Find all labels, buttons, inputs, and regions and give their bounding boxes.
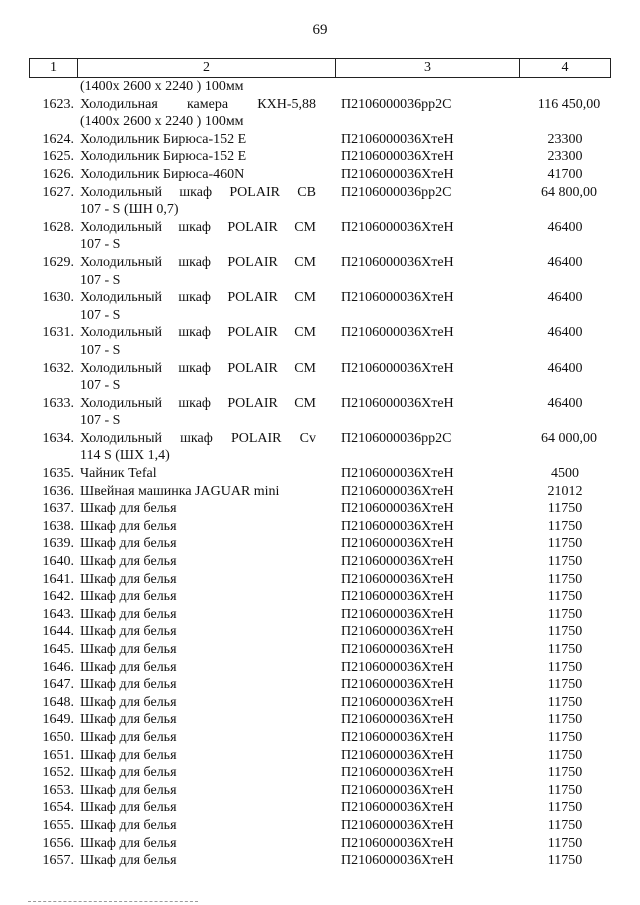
item-name [77,395,335,430]
table-row [29,430,611,465]
row-number: 1638. [42,518,74,534]
inventory-code: П2106000036ХтеН [341,624,454,640]
item-name [77,694,335,712]
inventory-code: П2106000036ХтеН [341,360,454,376]
item-value: 11750 [547,589,583,605]
item-name [77,835,335,853]
row-number: 1636. [42,483,74,499]
item-value [519,78,611,96]
inventory-code: П2106000036ХтеН [341,800,454,816]
inventory-code: П2106000036рр2С [341,184,452,200]
item-name-line: Холодильный шкаф POLAIR CM [80,254,316,270]
item-name-line: Шкаф для белья [80,501,177,517]
item-value: 11750 [547,694,583,710]
item-name [77,852,335,870]
item-value: 46400 [547,219,583,235]
row-number: 1643. [42,606,74,622]
inventory-code: П2106000036ХтеН [341,219,454,235]
inventory-code [335,78,519,96]
item-value: 11750 [547,642,583,657]
item-value: 11750 [547,659,583,675]
item-name [77,78,335,96]
table-row [29,465,611,483]
item-value: 64 000,00 [541,430,597,446]
item-name-line: (1400x 2600 x 2240 ) 100мм [80,79,244,94]
item-name-line: Шкаф для белья [80,747,177,763]
table-header [29,58,611,78]
row-number: 1632. [42,360,74,376]
item-name-line: Шкаф для белья [80,606,177,622]
item-name-line: Шкаф для белья [80,624,177,640]
item-name-line: Шкаф для белья [80,589,177,605]
row-number: 1651. [42,747,74,763]
item-name [77,324,335,359]
row-number: 1644. [42,624,74,640]
table-row [29,623,611,641]
item-name [77,764,335,782]
item-value: 11750 [547,800,583,816]
item-name-line: Холодильник Бирюса-460N [80,166,245,182]
item-name [77,729,335,747]
item-value: 11750 [547,571,583,587]
item-name-line: Холодильный шкаф POLAIR CM [80,325,316,341]
item-name-line: Шкаф для белья [80,659,177,675]
row-number: 1653. [42,782,74,798]
item-value: 11750 [547,606,583,622]
table-row [29,131,611,149]
item-name-line: Чайник Tefal [80,466,157,482]
table-row [29,588,611,606]
table-row [29,219,611,254]
inventory-table [29,58,611,870]
column-header-4: 4 [519,59,611,77]
item-name [77,553,335,571]
item-value: 116 450,00 [537,96,601,112]
item-name [77,148,335,166]
item-value: 46400 [547,395,583,411]
inventory-code: П2106000036ХтеН [341,466,454,482]
row-number: 1647. [42,677,74,693]
table-row [29,606,611,624]
item-name [77,500,335,518]
item-name-line: Холодильная камера КХН-5,88 [80,96,316,112]
item-name [77,606,335,624]
item-name [77,289,335,324]
row-number: 1633. [42,395,74,411]
row-number: 1637. [42,501,74,517]
item-name-line: Шкаф для белья [80,518,177,534]
inventory-code: П2106000036ХтеН [341,571,454,587]
item-name-line: Шкаф для белья [80,642,177,657]
table-row [29,852,611,870]
item-name-line: Шкаф для белья [80,853,177,869]
table-row [29,782,611,800]
row-number: 1627. [42,184,74,200]
column-header-3: 3 [335,59,519,77]
item-name [77,219,335,254]
table-row [29,729,611,747]
item-name [77,184,335,219]
item-name-line: Холодильный шкаф POLAIR CM [80,290,316,306]
item-value: 11750 [547,501,583,517]
table-row [29,184,611,219]
item-name [77,623,335,641]
inventory-code: П2106000036ХтеН [341,131,454,147]
row-number: 1639. [42,536,74,552]
item-value: 46400 [547,360,583,376]
table-row [29,483,611,501]
table-row [29,500,611,518]
item-value: 11750 [547,536,583,552]
table-row [29,324,611,359]
inventory-code: П2106000036ХтеН [341,694,454,710]
table-row [29,747,611,765]
row-number: 1646. [42,659,74,675]
item-value: 11750 [547,712,583,728]
item-name-line: Холодильник Бирюса-152 Е [80,149,247,165]
table-row [29,694,611,712]
item-name [77,782,335,800]
inventory-code: П2106000036ХтеН [341,853,454,869]
item-value: 11750 [547,677,583,693]
item-name-line: 107 - S [80,272,121,288]
item-value: 11750 [547,853,583,869]
item-name-line: 107 - S [80,413,121,429]
item-value: 11750 [547,817,583,833]
table-row [29,289,611,324]
table-row [29,78,611,96]
row-number: 1657. [42,853,74,869]
item-value: 11750 [547,554,583,570]
item-name-line: Холодильный шкаф POLAIR CB [80,184,316,200]
table-row [29,254,611,289]
row-number: 1629. [42,254,74,270]
item-name-line: 107 - S [80,342,121,358]
item-value: 11750 [547,747,583,763]
table-row [29,148,611,166]
item-name [77,711,335,729]
item-name-line: Швейная машинка JAGUAR mini [80,483,280,499]
table-body [29,78,611,870]
item-value: 11750 [547,729,583,745]
item-name-line: Холодильник Бирюса-152 Е [80,131,247,147]
table-row [29,659,611,677]
item-name [77,96,335,131]
row-number: 1654. [42,800,74,816]
table-row [29,518,611,536]
inventory-code: П2106000036ХтеН [341,325,454,341]
item-name-line: 114 S (ШХ 1,4) [80,448,170,464]
row-number: 1652. [42,765,74,781]
item-name [77,518,335,536]
item-name-line: Шкаф для белья [80,800,177,816]
inventory-code: П2106000036ХтеН [341,166,454,182]
row-number: 1645. [42,642,74,657]
item-name [77,747,335,765]
row-number: 1631. [42,325,74,341]
item-value: 46400 [547,290,583,306]
row-number: 1625. [42,149,74,165]
item-name [77,430,335,465]
row-number: 1656. [42,835,74,851]
item-name-line: Холодильный шкаф POLAIR CM [80,360,316,376]
table-row [29,571,611,589]
inventory-code: П2106000036ХтеН [341,149,454,165]
item-value: 23300 [547,149,583,165]
item-value: 4500 [551,466,579,482]
item-name [77,641,335,659]
item-name [77,817,335,835]
item-name-line: Шкаф для белья [80,835,177,851]
inventory-code: П2106000036ХтеН [341,290,454,306]
item-value: 46400 [547,325,583,341]
item-name [77,676,335,694]
inventory-code: П2106000036ХтеН [341,659,454,675]
table-row [29,553,611,571]
inventory-code: П2106000036ХтеН [341,817,454,833]
item-value: 64 800,00 [541,184,597,200]
row-number: 1624. [42,131,74,147]
item-name [77,588,335,606]
table-row [29,360,611,395]
column-header-2: 2 [77,59,335,77]
item-name [77,360,335,395]
item-value: 11750 [547,835,583,851]
row-number: 1641. [42,571,74,587]
item-name-line: Шкаф для белья [80,694,177,710]
inventory-code: П2106000036ХтеН [341,518,454,534]
item-value: 46400 [547,254,583,270]
item-name [77,166,335,184]
item-name [77,799,335,817]
item-name-line: Холодильный шкаф POLAIR CM [80,395,316,411]
item-value: 11750 [547,765,583,781]
item-value: 21012 [547,483,583,499]
row-number: 1623. [42,96,74,112]
item-name-line: 107 - S [80,307,121,323]
row-number: 1635. [42,466,74,482]
item-value: 23300 [547,131,583,147]
inventory-code: П2106000036ХтеН [341,782,454,798]
table-row [29,166,611,184]
item-value: 11750 [547,782,583,798]
inventory-code: П2106000036ХтеН [341,729,454,745]
item-name [77,465,335,483]
item-value: 41700 [547,166,583,182]
table-row [29,676,611,694]
row-number: 1642. [42,589,74,605]
item-name [77,535,335,553]
row-number: 1628. [42,219,74,235]
item-name-line: Шкаф для белья [80,677,177,693]
inventory-code: П2106000036ХтеН [341,254,454,270]
item-name [77,571,335,589]
row-number: 1650. [42,729,74,745]
inventory-code: П2106000036ХтеН [341,765,454,781]
inventory-code: П2106000036ХтеН [341,835,454,851]
inventory-code: П2106000036рр2С [341,430,452,446]
inventory-code: П2106000036ХтеН [341,642,454,657]
column-header-1: 1 [29,59,77,77]
item-name-line: Шкаф для белья [80,554,177,570]
inventory-code: П2106000036ХтеН [341,589,454,605]
table-row [29,799,611,817]
item-name-line: Шкаф для белья [80,817,177,833]
page-number: 69 [312,22,328,38]
inventory-code: П2106000036ХтеН [341,536,454,552]
inventory-code: П2106000036ХтеН [341,554,454,570]
item-name [77,483,335,501]
item-name-line: 107 - S [80,237,121,253]
table-row [29,711,611,729]
item-value: 11750 [547,624,583,640]
table-row [29,395,611,430]
row-number: 1634. [42,430,74,446]
inventory-code: П2106000036ХтеН [341,712,454,728]
inventory-code: П2106000036ХтеН [341,501,454,517]
item-name [77,131,335,149]
item-name [77,254,335,289]
table-row [29,835,611,853]
item-name-line: Холодильный шкаф POLAIR CM [80,219,316,235]
table-row [29,641,611,659]
item-name-line: Шкаф для белья [80,729,177,745]
item-name-line: Шкаф для белья [80,782,177,798]
table-row [29,817,611,835]
inventory-code: П2106000036ХтеН [341,395,454,411]
footer-divider [28,901,198,902]
table-row [29,535,611,553]
item-name-line: Шкаф для белья [80,536,177,552]
item-name-line: Шкаф для белья [80,571,177,587]
inventory-code: П2106000036ХтеН [341,747,454,763]
item-value: 11750 [547,518,583,534]
row-number: 1640. [42,554,74,570]
item-name-line: Холодильный шкаф POLAIR Cv [80,430,316,446]
table-row [29,764,611,782]
row-number: 1630. [42,290,74,306]
row-number: 1649. [42,712,74,728]
inventory-code: П2106000036ХтеН [341,606,454,622]
item-name-line: (1400x 2600 x 2240 ) 100мм [80,114,244,130]
table-row [29,96,611,131]
inventory-code: П2106000036рр2С [341,96,452,112]
item-name [77,659,335,677]
item-name-line: 107 - S [80,378,121,394]
row-number: 1626. [42,166,74,182]
item-name-line: Шкаф для белья [80,765,177,781]
inventory-code: П2106000036ХтеН [341,677,454,693]
row-number [29,78,77,96]
item-name-line: 107 - S (ШН 0,7) [80,202,179,218]
row-number: 1655. [42,817,74,833]
inventory-code: П2106000036ХтеН [341,483,454,499]
item-name-line: Шкаф для белья [80,712,177,728]
row-number: 1648. [42,694,74,710]
